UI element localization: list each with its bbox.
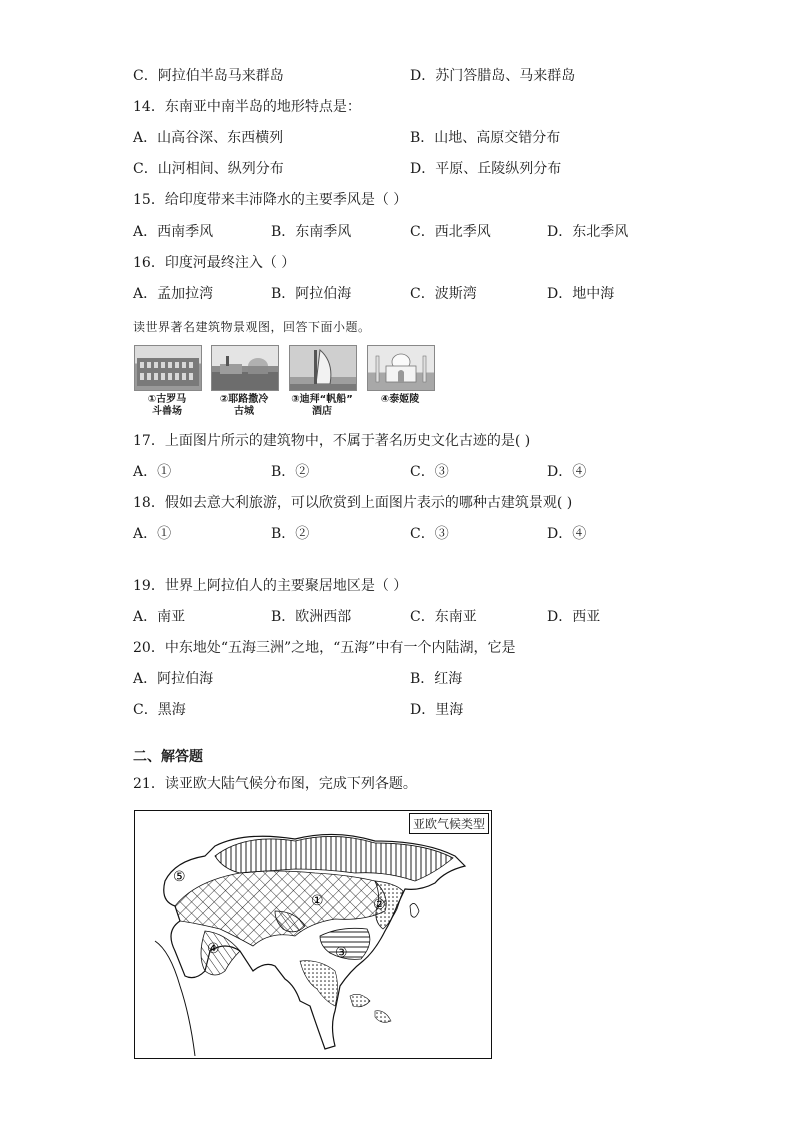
question-17: 17．上面图片所示的建筑物中，不属于著名历史文化古迹的是( ) [133,433,531,449]
option-18d: D．④ [547,526,587,542]
question-19: 19．世界上阿拉伯人的主要聚居地区是（ ） [133,578,408,594]
photo-caption-1: ①古罗马 斗兽场 [147,394,187,417]
option-16d: D．地中海 [547,286,615,302]
option-17a: A．① [133,464,172,480]
photo-caption-4: ④泰姬陵 [380,394,420,405]
photo-colosseum [134,345,202,391]
question-20: 20．中东地处“五海三洲”之地，“五海”中有一个内陆湖，它是 [133,640,516,656]
option-18a: A．① [133,526,172,542]
option-15d: D．东北季风 [547,224,629,240]
option-15b: B．东南季风 [271,224,352,240]
question-18: 18．假如去意大利旅游，可以欣赏到上面图片表示的哪种古建筑景观( ) [133,495,573,511]
question-16: 16．印度河最终注入（ ） [133,255,296,271]
map-label-3: ③ [335,945,348,961]
option-20b: B．红海 [410,671,463,687]
option-19c: C．东南亚 [410,609,477,625]
option-18b: B．② [271,526,310,542]
map-label-4: ④ [207,941,220,957]
question-15: 15．给印度带来丰沛降水的主要季风是（ ） [133,192,408,208]
option-17b: B．② [271,464,310,480]
option-19b: B．欧洲西部 [271,609,352,625]
option-15c: C．西北季风 [410,224,491,240]
option-17c: C．③ [410,464,449,480]
photo-burj-al-arab [289,345,357,391]
option-18c: C．③ [410,526,449,542]
option-17d: D．④ [547,464,587,480]
option-19d: D．西亚 [547,609,601,625]
option-14b: B．山地、高原交错分布 [410,130,561,146]
map-title: 亚欧气候类型 [409,813,489,834]
question-21: 21．读亚欧大陆气候分布图，完成下列各题。 [133,776,417,792]
option-13c: C．阿拉伯半岛马来群岛 [133,68,284,84]
option-16a: A．孟加拉湾 [133,286,214,302]
option-20a: A．阿拉伯海 [133,671,214,687]
reading-intro: 读世界著名建筑物景观图，回答下面小题。 [133,320,371,334]
question-14: 14．东南亚中南半岛的地形特点是： [133,99,361,115]
option-14d: D．平原、丘陵纵列分布 [410,161,562,177]
photo-jerusalem [211,345,279,391]
photo-taj-mahal [367,345,435,391]
option-20c: C．黑海 [133,702,186,718]
map-label-1: ① [311,893,324,909]
option-16b: B．阿拉伯海 [271,286,352,302]
map-label-5: ⑤ [173,869,186,885]
option-14a: A．山高谷深、东西横列 [133,130,284,146]
option-15a: A．西南季风 [133,224,214,240]
photo-caption-2: ②耶路撒冷 古城 [219,394,269,417]
option-16c: C．波斯湾 [410,286,477,302]
section-heading: 二、解答题 [133,749,203,765]
photo-caption-3: ③迪拜“帆船” 酒店 [291,394,353,417]
map-label-2: ② [373,897,386,913]
climate-map [134,810,492,1059]
option-13d: D．苏门答腊岛、马来群岛 [410,68,576,84]
option-14c: C．山河相间、纵列分布 [133,161,284,177]
option-19a: A．南亚 [133,609,186,625]
option-20d: D．里海 [410,702,464,718]
